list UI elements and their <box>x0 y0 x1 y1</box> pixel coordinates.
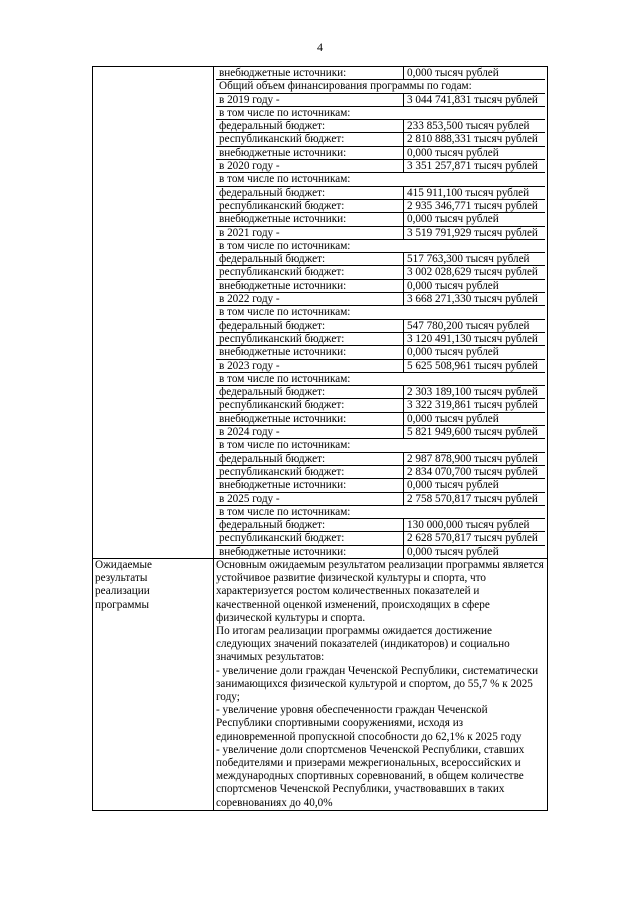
funding-row-item <box>216 319 545 332</box>
funding-row-item <box>216 67 545 80</box>
funding-row-item <box>216 146 545 159</box>
funding-amount: 0,000 тысяч рублей <box>404 279 546 292</box>
funding-row-item <box>216 279 545 292</box>
funding-amount: 3 002 028,629 тысяч рублей <box>404 266 546 279</box>
results-paragraph: Основным ожидаемым результатом реализации программы является устойчивое развитие физической культуры и спорта, что характеризуется ростом количественных показателей и качественной оценкой изменений, происходящих в сфере физической культуры и спорта. <box>216 558 544 624</box>
funding-amount: 3 351 257,871 тысяч рублей <box>404 160 546 173</box>
funding-amount: 2 935 346,771 тысяч рублей <box>404 199 546 212</box>
funding-amount: 3 044 741,831 тысяч рублей <box>404 93 546 106</box>
funding-source-label: республиканский бюджет: <box>216 133 404 146</box>
expected-results-label-line: программы <box>95 598 149 611</box>
funding-amount: 3 519 791,929 тысяч рублей <box>404 226 546 239</box>
funding-amount: 233 853,500 тысяч рублей <box>404 120 546 133</box>
funding-source-label: внебюджетные источники: <box>216 545 404 558</box>
funding-row-item <box>216 492 545 505</box>
funding-row-item <box>216 106 545 119</box>
results-paragraph: - увеличение уровня обеспеченности граждан Чеченской Республики спортивными сооружениями, исходя из единовременной пропускной способности до 62,1% к 2025 году <box>216 704 522 743</box>
funding-amount: 0,000 тысяч рублей <box>404 67 546 80</box>
funding-row-item <box>216 186 545 199</box>
funding-row-item <box>216 412 545 425</box>
funding-source-label: внебюджетные источники: <box>216 67 404 80</box>
funding-heading: в том числе по источникам: <box>216 173 545 186</box>
results-paragraph: По итогам реализации программы ожидается достижение следующих значений показателей (индикаторов) и социально значимых результатов: <box>216 625 510 664</box>
funding-amount: 415 911,100 тысяч рублей <box>404 186 546 199</box>
funding-source-label: в 2025 году - <box>216 492 404 505</box>
funding-amount: 2 758 570,817 тысяч рублей <box>404 492 546 505</box>
expected-results-row <box>93 558 548 810</box>
funding-amount: 0,000 тысяч рублей <box>404 412 546 425</box>
funding-source-label: в 2020 году - <box>216 160 404 173</box>
funding-source-label: внебюджетные источники: <box>216 146 404 159</box>
results-paragraph: - увеличение доли спортсменов Чеченской Республики, ставших победителями и призерами межрегиональных, всероссийских и международных спортивных соревнований, в общем количестве спортсменов Чеченской Республики, участвовавших в таких соревнованиях до 40,0% <box>216 743 525 809</box>
funding-source-label: в 2023 году - <box>216 359 404 372</box>
funding-row-item <box>216 293 545 306</box>
funding-amount: 0,000 тысяч рублей <box>404 346 546 359</box>
funding-label-cell <box>93 67 214 559</box>
funding-amount: 3 120 491,130 тысяч рублей <box>404 332 546 345</box>
funding-row-item <box>216 226 545 239</box>
funding-row-item <box>216 386 545 399</box>
funding-row-item <box>216 452 545 465</box>
funding-source-label: в 2024 году - <box>216 426 404 439</box>
funding-row-item <box>216 306 545 319</box>
funding-source-label: республиканский бюджет: <box>216 465 404 478</box>
funding-amount: 0,000 тысяч рублей <box>404 479 546 492</box>
funding-amount: 547 780,200 тысяч рублей <box>404 319 546 332</box>
funding-amount: 0,000 тысяч рублей <box>404 146 546 159</box>
funding-row-item <box>216 479 545 492</box>
funding-row-item <box>216 359 545 372</box>
funding-row-item <box>216 239 545 252</box>
funding-heading: в том числе по источникам: <box>216 439 545 452</box>
funding-row-item <box>216 505 545 518</box>
funding-source-label: федеральный бюджет: <box>216 452 404 465</box>
funding-heading: в том числе по источникам: <box>216 372 545 385</box>
funding-source-label: внебюджетные источники: <box>216 412 404 425</box>
funding-row-item <box>216 80 545 93</box>
funding-row-item <box>216 266 545 279</box>
funding-amount: 3 668 271,330 тысяч рублей <box>404 293 546 306</box>
funding-row-item <box>216 160 545 173</box>
funding-heading: Общий объем финансирования программы по годам: <box>216 80 545 93</box>
funding-row-item <box>216 545 545 558</box>
funding-amount: 5 821 949,600 тысяч рублей <box>404 426 546 439</box>
funding-source-label: республиканский бюджет: <box>216 266 404 279</box>
funding-table <box>216 67 545 558</box>
funding-amount: 2 987 878,900 тысяч рублей <box>404 452 546 465</box>
funding-amount: 5 625 508,961 тысяч рублей <box>404 359 546 372</box>
funding-source-label: республиканский бюджет: <box>216 332 404 345</box>
expected-results-text <box>214 558 548 810</box>
funding-amount: 3 322 319,861 тысяч рублей <box>404 399 546 412</box>
funding-row-item <box>216 346 545 359</box>
funding-row-item <box>216 93 545 106</box>
funding-source-label: федеральный бюджет: <box>216 186 404 199</box>
funding-row-item <box>216 439 545 452</box>
funding-source-label: федеральный бюджет: <box>216 120 404 133</box>
funding-row-item <box>216 253 545 266</box>
funding-row-item <box>216 399 545 412</box>
funding-source-label: внебюджетные источники: <box>216 346 404 359</box>
results-paragraph: - увеличение доли граждан Чеченской Республики, систематически занимающихся физической культурой и спортом, до 55,7 % к 2025 году; <box>216 664 539 704</box>
funding-amount: 2 834 070,700 тысяч рублей <box>404 465 546 478</box>
passport-table <box>92 66 548 811</box>
funding-heading: в том числе по источникам: <box>216 505 545 518</box>
funding-source-label: в 2019 году - <box>216 93 404 106</box>
funding-source-label: республиканский бюджет: <box>216 399 404 412</box>
expected-results-label-line: Ожидаемые <box>95 558 152 571</box>
funding-source-label: в 2021 году - <box>216 226 404 239</box>
funding-amount: 517 763,300 тысяч рублей <box>404 253 546 266</box>
funding-source-label: федеральный бюджет: <box>216 519 404 532</box>
funding-source-label: республиканский бюджет: <box>216 532 404 545</box>
expected-results-label <box>93 558 214 810</box>
funding-amount: 2 810 888,331 тысяч рублей <box>404 133 546 146</box>
funding-amount: 2 628 570,817 тысяч рублей <box>404 532 546 545</box>
funding-heading: в том числе по источникам: <box>216 239 545 252</box>
funding-source-label: федеральный бюджет: <box>216 253 404 266</box>
funding-row-item <box>216 120 545 133</box>
funding-row <box>93 67 548 559</box>
funding-row-item <box>216 372 545 385</box>
funding-source-label: внебюджетные источники: <box>216 279 404 292</box>
funding-source-label: в 2022 году - <box>216 293 404 306</box>
funding-heading: в том числе по источникам: <box>216 106 545 119</box>
expected-results-label-line: реализации <box>95 585 150 598</box>
funding-row-item <box>216 133 545 146</box>
funding-amount: 0,000 тысяч рублей <box>404 545 546 558</box>
funding-source-label: республиканский бюджет: <box>216 199 404 212</box>
funding-source-label: федеральный бюджет: <box>216 319 404 332</box>
funding-row-item <box>216 173 545 186</box>
funding-amount: 130 000,000 тысяч рублей <box>404 519 546 532</box>
funding-row-item <box>216 199 545 212</box>
funding-row-item <box>216 426 545 439</box>
funding-amount: 2 303 189,100 тысяч рублей <box>404 386 546 399</box>
expected-results-label-line: результаты <box>95 572 148 585</box>
funding-source-label: федеральный бюджет: <box>216 386 404 399</box>
funding-row-item <box>216 465 545 478</box>
page-number: 4 <box>317 40 323 54</box>
funding-cell <box>214 67 548 559</box>
funding-amount: 0,000 тысяч рублей <box>404 213 546 226</box>
funding-row-item <box>216 332 545 345</box>
funding-source-label: внебюджетные источники: <box>216 213 404 226</box>
funding-heading: в том числе по источникам: <box>216 306 545 319</box>
funding-row-item <box>216 532 545 545</box>
funding-source-label: внебюджетные источники: <box>216 479 404 492</box>
funding-row-item <box>216 213 545 226</box>
funding-row-item <box>216 519 545 532</box>
